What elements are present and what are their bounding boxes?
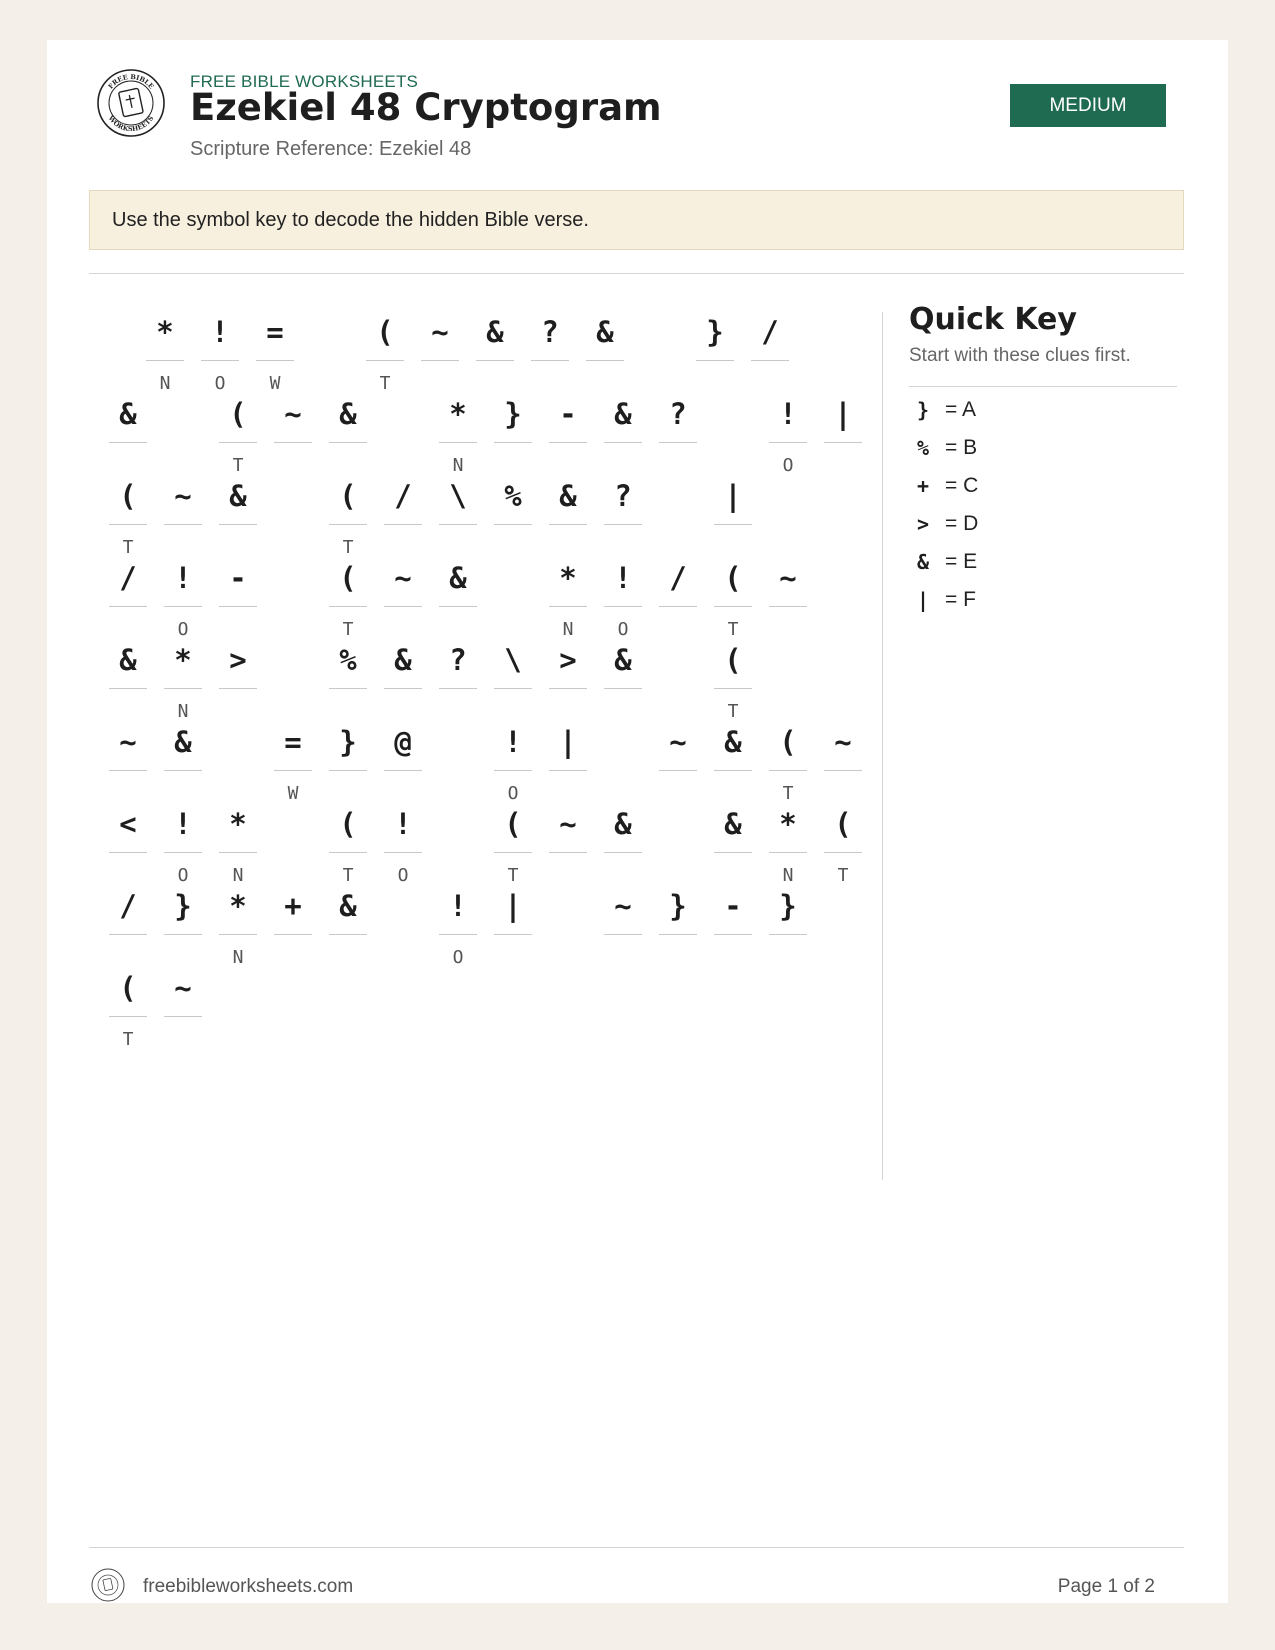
answer-line[interactable]	[659, 770, 697, 771]
cipher-cell	[439, 878, 477, 978]
answer-line[interactable]	[109, 524, 147, 525]
quick-key-item	[909, 547, 977, 577]
cipher-symbol: &	[174, 725, 192, 759]
answer-line[interactable]	[164, 1016, 202, 1017]
cipher-symbol: /	[119, 889, 137, 923]
quick-key-item	[909, 509, 978, 539]
quick-key-letter: = B	[945, 436, 978, 459]
cipher-symbol: -	[559, 397, 577, 431]
answer-letter: O	[452, 947, 464, 968]
answer-line[interactable]	[164, 524, 202, 525]
scripture-reference: Scripture Reference: Ezekiel 48	[190, 138, 472, 160]
answer-line[interactable]	[714, 688, 752, 689]
answer-letter: T	[342, 619, 354, 640]
cipher-symbol: ~	[614, 889, 632, 923]
cipher-symbol: (	[724, 561, 742, 595]
answer-line[interactable]	[769, 934, 807, 935]
cipher-symbol: *	[779, 807, 797, 841]
answer-letter: O	[617, 619, 629, 640]
cipher-symbol: |	[834, 397, 852, 431]
cipher-cell	[824, 386, 862, 486]
answer-letter: N	[452, 455, 464, 476]
cipher-symbol: ~	[284, 397, 302, 431]
cipher-symbol: &	[449, 561, 467, 595]
quick-key-title: Quick Key	[909, 302, 1077, 337]
answer-letter: N	[782, 865, 794, 886]
answer-line[interactable]	[274, 442, 312, 443]
difficulty-badge: MEDIUM	[1010, 84, 1166, 127]
quick-key-letter: = A	[945, 398, 976, 421]
answer-letter	[696, 373, 734, 395]
answer-line[interactable]	[274, 934, 312, 935]
answer-line[interactable]	[219, 524, 257, 525]
answer-line[interactable]	[146, 360, 184, 361]
cipher-symbol: ~	[834, 725, 852, 759]
answer-line[interactable]	[164, 934, 202, 935]
quick-key-item	[909, 433, 977, 463]
answer-letter: T	[727, 701, 739, 722]
answer-line[interactable]	[659, 934, 697, 935]
answer-line[interactable]	[329, 442, 367, 443]
cipher-symbol: &	[119, 397, 137, 431]
cipher-symbol: !	[779, 397, 797, 431]
answer-line[interactable]	[494, 770, 532, 771]
cipher-symbol: ?	[614, 479, 632, 513]
cipher-cell	[366, 304, 404, 404]
cipher-symbol: ~	[119, 725, 137, 759]
answer-line[interactable]	[109, 688, 147, 689]
cipher-symbol: (	[119, 971, 137, 1005]
cipher-symbol: (	[339, 807, 357, 841]
cipher-symbol: /	[669, 561, 687, 595]
cipher-symbol: |	[724, 479, 742, 513]
answer-letter	[769, 619, 807, 641]
answer-letter: T	[342, 537, 354, 558]
cipher-symbol: /	[119, 561, 137, 595]
quick-key-letter: = E	[945, 550, 978, 573]
answer-line[interactable]	[549, 852, 587, 853]
cipher-symbol: &	[614, 807, 632, 841]
cipher-symbol: (	[339, 561, 357, 595]
answer-line[interactable]	[531, 360, 569, 361]
answer-line[interactable]	[109, 770, 147, 771]
quick-key-subtitle: Start with these clues first.	[909, 345, 1131, 366]
cipher-symbol: (	[229, 397, 247, 431]
answer-letter	[329, 947, 367, 969]
answer-line[interactable]	[109, 442, 147, 443]
answer-line[interactable]	[604, 934, 642, 935]
cipher-symbol: &	[724, 725, 742, 759]
cipher-symbol: /	[761, 315, 779, 349]
quick-key-symbol: >	[916, 512, 930, 536]
answer-letter: O	[782, 455, 794, 476]
cipher-symbol: +	[284, 889, 302, 923]
answer-letter: W	[287, 783, 299, 804]
cipher-symbol: *	[174, 643, 192, 677]
cipher-symbol: ~	[174, 971, 192, 1005]
answer-letter: O	[397, 865, 409, 886]
column-divider	[882, 312, 883, 1180]
cipher-symbol: &	[614, 643, 632, 677]
answer-line[interactable]	[494, 852, 532, 853]
cipher-cell	[164, 960, 202, 1060]
cipher-cell	[384, 796, 422, 896]
cipher-symbol: ~	[394, 561, 412, 595]
answer-line[interactable]	[604, 524, 642, 525]
cipher-symbol: *	[449, 397, 467, 431]
cipher-symbol: &	[119, 643, 137, 677]
answer-line[interactable]	[494, 688, 532, 689]
cipher-cell	[494, 878, 532, 978]
cipher-cell	[549, 796, 587, 896]
answer-line[interactable]	[219, 934, 257, 935]
answer-letter: N	[562, 619, 574, 640]
cipher-symbol: (	[119, 479, 137, 513]
cipher-cell	[219, 878, 257, 978]
cipher-symbol: (	[339, 479, 357, 513]
answer-letter: O	[177, 865, 189, 886]
cipher-symbol: =	[284, 725, 302, 759]
answer-letter	[714, 947, 752, 969]
answer-line[interactable]	[329, 852, 367, 853]
cipher-symbol: !	[449, 889, 467, 923]
logo-text-bottom: WORKSHEETS	[106, 114, 156, 134]
cipher-symbol: &	[339, 889, 357, 923]
cipher-symbol: |	[559, 725, 577, 759]
answer-line[interactable]	[769, 770, 807, 771]
cipher-symbol: }	[174, 889, 192, 923]
cipher-symbol: (	[834, 807, 852, 841]
cipher-symbol: !	[174, 807, 192, 841]
answer-line[interactable]	[164, 688, 202, 689]
answer-line[interactable]	[256, 360, 294, 361]
answer-letter	[659, 619, 697, 641]
answer-line[interactable]	[549, 606, 587, 607]
answer-line[interactable]	[329, 606, 367, 607]
cipher-symbol: &	[229, 479, 247, 513]
answer-line[interactable]	[274, 770, 312, 771]
answer-line[interactable]	[109, 606, 147, 607]
cipher-symbol: =	[266, 315, 284, 349]
answer-line[interactable]	[439, 442, 477, 443]
answer-line[interactable]	[824, 852, 862, 853]
answer-line[interactable]	[604, 442, 642, 443]
answer-letter: T	[232, 455, 244, 476]
answer-line[interactable]	[494, 442, 532, 443]
answer-line[interactable]	[384, 606, 422, 607]
cipher-symbol: !	[394, 807, 412, 841]
answer-line[interactable]	[586, 360, 624, 361]
quick-key-item	[909, 585, 976, 615]
answer-line[interactable]	[439, 606, 477, 607]
answer-letter	[659, 455, 697, 477]
answer-line[interactable]	[549, 688, 587, 689]
answer-line[interactable]	[109, 934, 147, 935]
footer-divider	[89, 1547, 1184, 1548]
answer-letter: T	[507, 865, 519, 886]
answer-line[interactable]	[714, 770, 752, 771]
answer-line[interactable]	[329, 770, 367, 771]
answer-line[interactable]	[384, 852, 422, 853]
cipher-cell	[146, 304, 184, 404]
cipher-cell	[274, 386, 312, 486]
quick-key-letter: = F	[945, 588, 976, 611]
cipher-symbol: ?	[541, 315, 559, 349]
cipher-symbol: \	[449, 479, 467, 513]
quick-key-letter: = C	[945, 474, 979, 497]
cipher-symbol: ?	[449, 643, 467, 677]
answer-letter: T	[342, 865, 354, 886]
quick-key-symbol: }	[916, 398, 930, 422]
answer-line[interactable]	[604, 606, 642, 607]
logo-text-top: FREE BIBLE	[106, 72, 156, 91]
answer-line[interactable]	[659, 606, 697, 607]
answer-letter	[549, 865, 587, 887]
cipher-symbol: -	[229, 561, 247, 595]
answer-letter	[164, 1029, 202, 1051]
cryptogram-puzzle	[47, 40, 877, 1240]
answer-line[interactable]	[714, 934, 752, 935]
answer-line[interactable]	[421, 360, 459, 361]
cipher-symbol: -	[724, 889, 742, 923]
cipher-symbol: (	[779, 725, 797, 759]
answer-line[interactable]	[824, 770, 862, 771]
cipher-symbol: >	[559, 643, 577, 677]
quick-key-letter: = D	[945, 512, 979, 535]
answer-line[interactable]	[604, 852, 642, 853]
cipher-cell	[659, 550, 697, 650]
answer-line[interactable]	[219, 688, 257, 689]
answer-letter: W	[269, 373, 281, 394]
answer-letter: N	[232, 865, 244, 886]
cipher-cell	[439, 632, 477, 732]
cipher-symbol: <	[119, 807, 137, 841]
cipher-symbol: ~	[559, 807, 577, 841]
answer-line[interactable]	[366, 360, 404, 361]
answer-line[interactable]	[549, 524, 587, 525]
cipher-symbol: !	[211, 315, 229, 349]
cipher-cell	[329, 878, 367, 978]
cipher-cell	[769, 550, 807, 650]
answer-letter	[274, 455, 312, 477]
cipher-symbol: ~	[669, 725, 687, 759]
answer-line[interactable]	[201, 360, 239, 361]
answer-letter	[494, 537, 532, 559]
answer-line[interactable]	[714, 606, 752, 607]
answer-line[interactable]	[494, 524, 532, 525]
cipher-symbol: @	[394, 725, 412, 759]
cipher-cell	[714, 878, 752, 978]
cipher-symbol: }	[706, 315, 724, 349]
answer-letter	[659, 783, 697, 805]
answer-line[interactable]	[659, 442, 697, 443]
answer-line[interactable]	[494, 934, 532, 935]
answer-letter: T	[122, 1029, 134, 1050]
answer-line[interactable]	[714, 852, 752, 853]
cipher-symbol: |	[504, 889, 522, 923]
answer-letter: T	[782, 783, 794, 804]
answer-line[interactable]	[549, 770, 587, 771]
cipher-symbol: >	[229, 643, 247, 677]
answer-letter	[604, 701, 642, 723]
answer-line[interactable]	[384, 688, 422, 689]
brand-name: FREE BIBLE WORKSHEETS	[190, 72, 419, 91]
cipher-symbol: %	[339, 643, 357, 677]
cipher-symbol: }	[669, 889, 687, 923]
answer-letter	[439, 701, 477, 723]
answer-line[interactable]	[549, 442, 587, 443]
cipher-symbol: (	[376, 315, 394, 349]
cipher-symbol: &	[339, 397, 357, 431]
answer-letter: O	[507, 783, 519, 804]
quick-key-symbol: +	[916, 474, 930, 498]
cipher-symbol: }	[504, 397, 522, 431]
answer-line[interactable]	[219, 852, 257, 853]
instructions-text: Use the symbol key to decode the hidden Bible verse.	[112, 208, 589, 231]
quick-key-divider	[909, 386, 1177, 387]
cipher-symbol: ~	[174, 479, 192, 513]
cipher-cell	[219, 632, 257, 732]
answer-line[interactable]	[109, 852, 147, 853]
cipher-cell	[824, 796, 862, 896]
answer-line[interactable]	[329, 688, 367, 689]
quick-key-symbol: %	[916, 436, 930, 460]
answer-letter	[824, 455, 862, 477]
cipher-symbol: &	[724, 807, 742, 841]
cipher-symbol: ?	[669, 397, 687, 431]
cipher-symbol: ~	[779, 561, 797, 595]
footer-website: freebibleworksheets.com	[143, 1576, 354, 1597]
cipher-cell	[769, 878, 807, 978]
answer-letter: N	[177, 701, 189, 722]
answer-letter	[659, 947, 697, 969]
answer-line[interactable]	[714, 524, 752, 525]
quick-key-symbol: &	[916, 550, 930, 574]
page-number: Page 1 of 2	[1057, 1576, 1155, 1597]
answer-letter: T	[379, 373, 391, 394]
answer-line[interactable]	[696, 360, 734, 361]
cipher-symbol: &	[596, 315, 614, 349]
cipher-symbol: %	[504, 479, 522, 513]
answer-line[interactable]	[384, 770, 422, 771]
cipher-symbol: &	[486, 315, 504, 349]
cipher-cell	[696, 304, 734, 404]
answer-line[interactable]	[329, 524, 367, 525]
answer-line[interactable]	[439, 688, 477, 689]
cipher-symbol: &	[394, 643, 412, 677]
cipher-symbol: &	[559, 479, 577, 513]
answer-line[interactable]	[769, 852, 807, 853]
answer-line[interactable]	[329, 934, 367, 935]
answer-letter	[219, 701, 257, 723]
cipher-symbol: !	[614, 561, 632, 595]
cipher-cell	[604, 632, 642, 732]
footer-logo-icon	[91, 1568, 125, 1602]
cipher-symbol: *	[229, 807, 247, 841]
cipher-symbol: *	[229, 889, 247, 923]
answer-line[interactable]	[219, 606, 257, 607]
answer-line[interactable]	[439, 524, 477, 525]
answer-line[interactable]	[769, 606, 807, 607]
cipher-symbol: /	[394, 479, 412, 513]
answer-line[interactable]	[476, 360, 514, 361]
answer-letter: O	[177, 619, 189, 640]
page-title: Ezekiel 48 Cryptogram	[190, 86, 662, 129]
answer-line[interactable]	[219, 442, 257, 443]
cipher-symbol: }	[779, 889, 797, 923]
cipher-cell	[604, 878, 642, 978]
answer-letter	[494, 947, 532, 969]
quick-key-symbol: |	[916, 588, 930, 612]
cipher-cell	[659, 878, 697, 978]
answer-letter: N	[232, 947, 244, 968]
answer-line[interactable]	[604, 688, 642, 689]
cipher-cell	[659, 714, 697, 814]
cipher-symbol: !	[174, 561, 192, 595]
answer-letter	[274, 947, 312, 969]
answer-line[interactable]	[109, 1016, 147, 1017]
cipher-cell	[659, 386, 697, 486]
worksheet-page	[47, 40, 1228, 1603]
answer-line[interactable]	[164, 770, 202, 771]
answer-line[interactable]	[164, 606, 202, 607]
cipher-cell	[769, 386, 807, 486]
answer-letter: O	[214, 373, 226, 394]
answer-letter: T	[727, 619, 739, 640]
quick-key-item	[909, 395, 976, 425]
answer-letter: N	[159, 373, 171, 394]
cipher-cell	[494, 468, 532, 568]
answer-line[interactable]	[164, 852, 202, 853]
cipher-symbol: (	[504, 807, 522, 841]
cipher-symbol: \	[504, 643, 522, 677]
answer-line[interactable]	[824, 442, 862, 443]
answer-line[interactable]	[384, 524, 422, 525]
cipher-symbol: *	[559, 561, 577, 595]
cipher-symbol: !	[504, 725, 522, 759]
answer-letter: T	[837, 865, 849, 886]
answer-letter	[604, 947, 642, 969]
answer-line[interactable]	[769, 442, 807, 443]
cipher-cell	[274, 878, 312, 978]
cipher-symbol: &	[614, 397, 632, 431]
cipher-symbol: *	[156, 315, 174, 349]
answer-letter	[769, 947, 807, 969]
answer-line[interactable]	[751, 360, 789, 361]
answer-letter: T	[122, 537, 134, 558]
cipher-cell	[274, 714, 312, 814]
quick-key-item	[909, 471, 978, 501]
cipher-cell	[109, 960, 147, 1060]
cipher-symbol: (	[724, 643, 742, 677]
answer-line[interactable]	[439, 934, 477, 935]
cipher-symbol: ~	[431, 315, 449, 349]
cipher-symbol: }	[339, 725, 357, 759]
